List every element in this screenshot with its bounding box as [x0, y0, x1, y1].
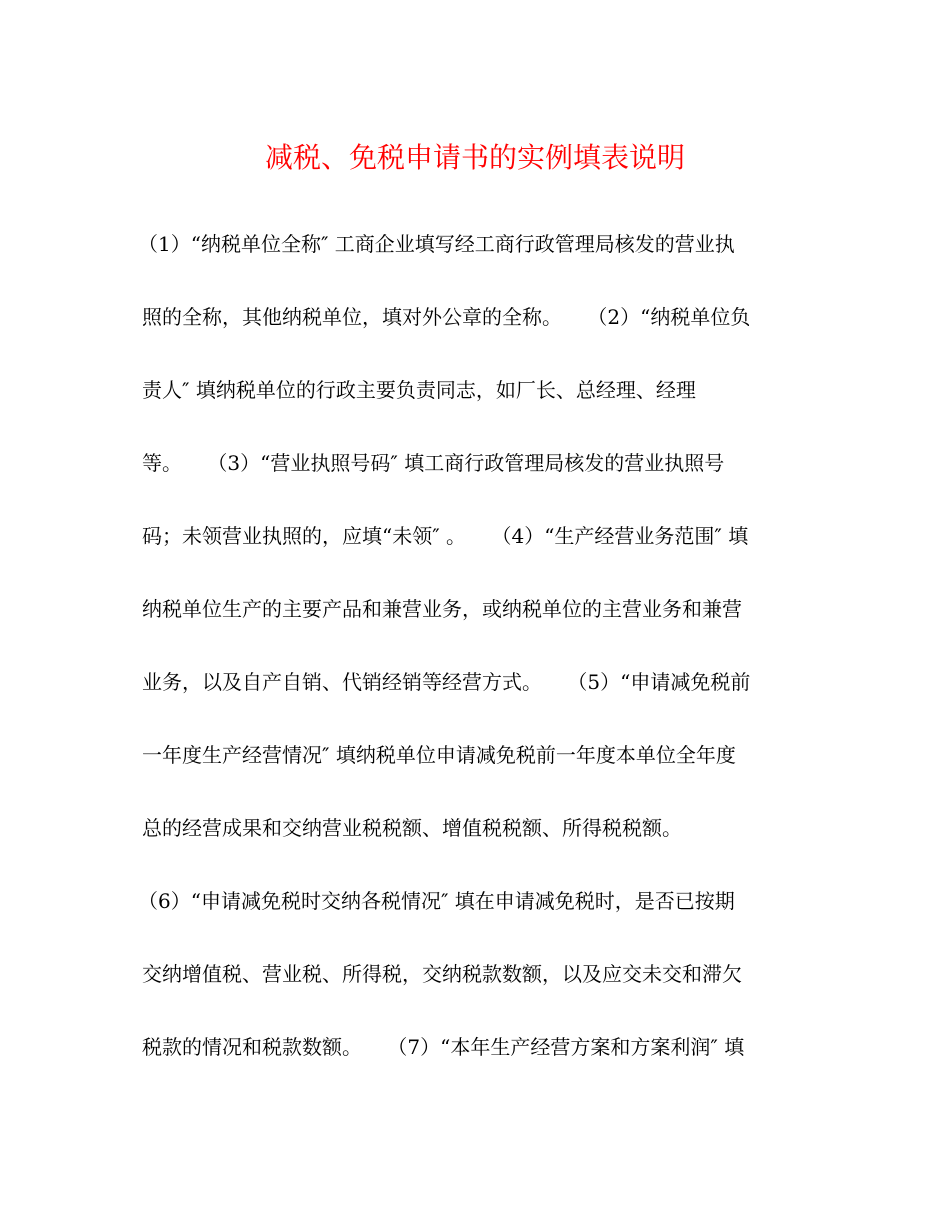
body-line: 税款的情况和税款数额。 （7）“本年生产经营方案和方案利润″ 填: [142, 1035, 745, 1059]
body-line: （6）“申请减免税时交纳各税情况″ 填在申请减免税时，是否已按期: [138, 889, 735, 913]
body-line: 一年度生产经营情况″ 填纳税单位申请减免税前一年度本单位全年度: [142, 743, 736, 767]
body-line: 纳税单位生产的主要产品和兼营业务，或纳税单位的主营业务和兼营: [142, 597, 742, 621]
body-line: 等。 （3）“营业执照号码″ 填工商行政管理局核发的营业执照号: [142, 451, 725, 475]
body-line: 码；未领营业执照的，应填“未领″ 。 （4）“生产经营业务范围″ 填: [142, 524, 749, 548]
body-line: （1）“纳税单位全称″ 工商企业填写经工商行政管理局核发的营业执: [138, 232, 735, 256]
body-line: 交纳增值税、营业税、所得税，交纳税款数额，以及应交未交和滞欠: [142, 962, 742, 986]
body-line: 责人″ 填纳税单位的行政主要负责同志，如厂长、总经理、经理: [142, 378, 696, 402]
body-line: 业务，以及自产自销、代销经销等经营方式。 （5）“申请减免税前: [142, 670, 751, 694]
document-title: 减税、免税申请书的实例填表说明: [264, 141, 685, 174]
body-line: 总的经营成果和交纳营业税税额、增值税税额、所得税税额。: [142, 816, 682, 840]
body-line: 照的全称，其他纳税单位，填对外公章的全称。 （2）“纳税单位负: [142, 305, 751, 329]
